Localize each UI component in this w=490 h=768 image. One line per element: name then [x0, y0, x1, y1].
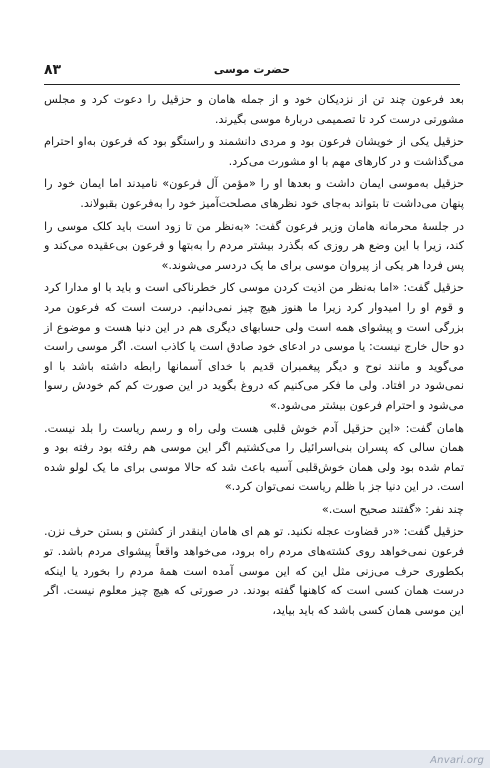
watermark: Anvari.org — [430, 755, 484, 766]
page-number: ۸۳ — [44, 62, 62, 78]
paragraph: حزقیل گفت: «در قضاوت عجله نکنید. تو هم ای هامان اینقدر از کشتن و بستن حرف نزن. فرعون نمی‌خواهد روی کشته‌های مردم راه برود، می‌خواهد واقعاً پیشوای مردم باشد. تو بکطوری حرف می‌زنی مثل این که این موسی آمده است همهٔ مردم را بخورد یا اینکه درست همان کسی است که کاهنها گفته بودند. در صورتی که هیچ چیز معلوم نیست. اگر این موسی همان کسی باشد که باید بیاید، — [44, 525, 464, 617]
body-text — [44, 90, 464, 620]
paragraph: هامان گفت: «این حزقیل آدم خوش قلبی هست ولی راه و رسم ریاست را بلد نیست. همان سالی که پسران بنی‌اسرائیل را می‌کشتیم اگر این موسی هم رفته بود رفته بود و تمام شده بود ولی همان خوش‌قلبی آسیه باعث شد که حالا موسی برای ما یک لولو شده است. در این دنیا جز با ظلم ریاست نمی‌توان کرد.» — [44, 421, 464, 494]
paragraph: حزقیل به‌موسی ایمان داشت و بعدها او را «مؤمن آل فرعون» نامیدند اما ایمان خود را پنهان می‌داشت تا بتواند به‌جای خود نظرهای مصلحت‌آمیز خود را به‌فرعون بقبولاند. — [44, 177, 464, 210]
header-rule — [44, 84, 460, 85]
paragraph: حزقیل گفت: «اما به‌نظر من اذیت کردن موسی کار خطرناکی است و باید با او مدارا کرد و قوم او را امیدوار کرد زیرا ما هنوز هیچ چیز نمی‌دانیم. درست است که فرعون مرد بزرگی است و پیشوای همه است ولی حسابهای دیگری هم در این دنیا هست و موضوع از دو حال خارج نیست: یا موسی در ادعای خود صادق است یا کاذب است. اگر موسی راست می‌گوید و مانند نوح و دیگر پیغمبران قدیم با خدای آسمانها رابطه داشته باشد با او نمی‌شود در افتاد. ولی ما فکر می‌کنیم که دروغ بگوید در این صورت کم کم خودش رسوا می‌شود و احترام فرعون بیشتر می‌شود.» — [44, 281, 464, 412]
paragraph: چند نفر: «گفتند صحیح است.» — [321, 502, 464, 516]
paragraph: حزقیل یکی از خویشان فرعون بود و مردی دانشمند و راستگو بود که فرعون به‌او احترام می‌گذاشت و در کارهای مهم با او مشورت می‌کرد. — [44, 135, 464, 168]
paragraph: بعد فرعون چند تن از نزدیکان خود و از جمله هامان و حزقیل را دعوت کرد و مجلس مشورتی درست کرد تا تصمیمی دربارهٔ موسی بگیرند. — [44, 93, 464, 126]
running-title: حضرت موسی — [213, 63, 291, 76]
paragraph: در جلسهٔ محرمانه هامان وزیر فرعون گفت: «به‌نظر من تا زود است باید کلک موسی را کند، زیرا با این وضع هر روزی که بگذرد بیشتر مردم را به‌بتها و فرعون بی‌عقیده می‌کند و پس فردا هر یکی از پیروان موسی برای ما یک دردسر می‌شوند.» — [44, 219, 464, 272]
page-header — [44, 62, 460, 82]
footer-bar — [0, 750, 490, 768]
